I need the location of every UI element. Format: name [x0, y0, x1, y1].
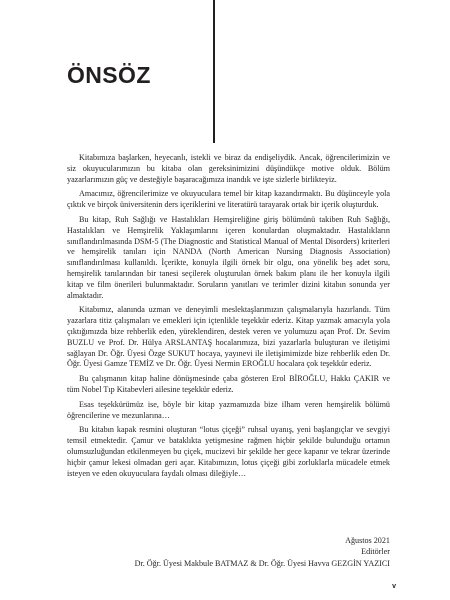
page-number: v: [392, 583, 396, 590]
paragraph-5: Bu çalışmanın kitap haline dönüşmesinde çaba gösteren Erol BİROĞLU, Hakkı ÇAKIR ve tüm Nobel Tıp Kitabevleri ailesine teşekkür ederiz.: [67, 374, 390, 394]
paragraph-3: Bu kitap, Ruh Sağlığı ve Hastalıkları Hemşireliğine giriş bölümünü takiben Ruh Sağlığı, Hastalıkları ve Hemşirelik Yaklaşımlarını içeren konulardan oluşmaktadır. Hastalıkların sınıflandırılmasında DSM-5 (The Diagnostic and Statistical Manual of Mental Disorders) kriterleri ve hemşirelik tanıları için NANDA (North American Nursing Diagnosis Association) sınıflandırılması kullanıldı. İçerikte, konuyla ilgili örnek bir olgu, ona yönelik beş adet soru, hemşirelik tanılarından bir tanesi seçilerek oluşturulan örnek bakım planı ile her konuyla ilgili kitap ve film önerileri bulunmaktadır. Soruların yanıtları ve terimler dizini kitabın sonunda yer almaktadır.: [67, 214, 390, 300]
paragraph-1: Kitabımıza başlarken, heyecanlı, istekli ve biraz da endişeliydik. Ancak, öğrencilerimizin ve siz okuyucularımızın bu kitaba olan gereksinimizini düşündükçe motive olduk. Bölüm yazarlarımızın güç ve desteğiyle başaracağımıza inandık ve işte sizlerle birlikteyiz.: [67, 153, 390, 184]
paragraph-6: Esas teşekkürümüz ise, böyle bir kitap yazmamızda bize ilham veren hemşirelik bölümü öğrencilerine ve mezunlarına…: [67, 399, 390, 420]
signature-role: Editörler: [361, 547, 390, 556]
paragraph-4: Kitabımız, alanında uzman ve deneyimli meslektaşlarımızın çalışmalarıyla hazırlandı. Tüm yazarlara titiz çalışmaları ve emekleri için içtenlikle teşekkür ederiz. Kitap yazmak amacıyla yola çıktığımızda bize rehberlik eden, yüreklendiren, destek veren ve yolumuzu açan Prof. Dr. Sevim BUZLU ve Prof. Dr. Hülya ARSLANTAŞ hocalarımıza, bizi yazarlarla buluşturan ve iletişimi sağlayan Dr. Öğr. Üyesi Özge SUKUT hocaya, yayınevi ile iletişimimizde bize rehberlik eden Dr. Öğr. Üyesi Gamze TEMİZ ve Dr. Öğr. Üyesi Nermin EROĞLU hocalara çok teşekkür ederiz.: [67, 305, 390, 369]
paragraph-2: Amacımız, öğrencilerimize ve okuyuculara temel bir kitap kazandırmaktı. Bu düşünceyle yola çıktık ve birçok üniversitenin ders içeriklerini ve literatürü tarayarak ortak bir içerik oluşturduk.: [67, 189, 390, 210]
signature-date: Ağustos 2021: [345, 536, 390, 545]
signature-names: Dr. Öğr. Üyesi Makbule BATMAZ & Dr. Öğr. Üyesi Havva GEZGİN YAZICI: [134, 559, 390, 568]
body-text: [67, 153, 390, 483]
paragraph-7: Bu kitabın kapak resmini oluşturan “lotus çiçeği” ruhsal uyanış, yeni başlangıçlar ve sevgiyi temsil etmektedir. Çamur ve bataklıkta yetişmesine rağmen hiçbir şekilde bulunduğu ortamın olumsuzluğundan etkilenmeyen bu çiçek, mucizevi bir şekilde her gece kapanır ve tekrar üzerinde hiçbir çamur lekesi olmadan geri açar. Kitabımızın, lotus çiçeği gibi zorluklarla mücadele etmek isteyen ve eden okuyuculara faydalı olması dileğiyle…: [67, 425, 390, 478]
vertical-rule: [213, 0, 215, 143]
page-title: ÖNSÖZ: [67, 62, 151, 88]
